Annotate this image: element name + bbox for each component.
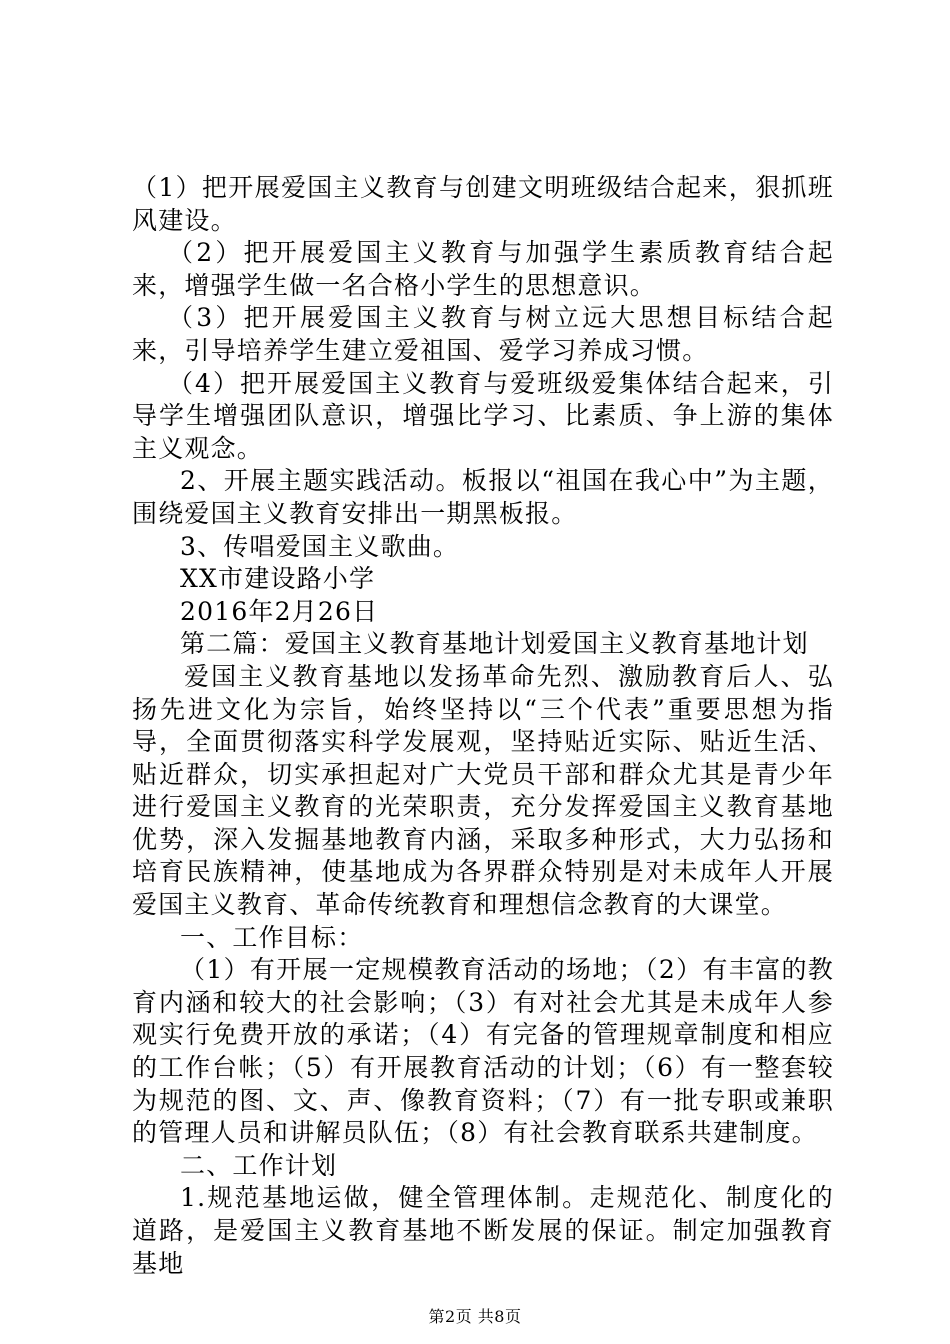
school-name: XX市建设路小学 [180,564,376,594]
document-date: 2016年2月26日 [180,596,379,626]
paragraph-class-style: （1）把开展爱国主义教育与创建文明班级结合起来，狠抓班风建设。 [132,173,834,235]
paragraph-base-intro: 爱国主义教育基地以发扬革命先烈、激励教育后人、弘扬先进文化为宗旨，始终坚持以“三个代表”重要思想为指导，全面贯彻落实科学发展观，坚持贴近实际、贴近生活、贴近群众，切实承担起对广大党员干部和群众尤其是青少年进行爱国主义教育的光荣职责，充分发挥爱国主义教育基地优势，深入发掘基地教育内涵，采取多种形式，大力弘扬和培育民族精神，使基地成为各界群众特别是对未成年人开展爱国主义教育、革命传统教育和理想信念教育的大课堂。 [132,661,834,920]
paragraph-theme-activity: 2、开展主题实践活动。板报以“祖国在我心中”为主题，围绕爱国主义教育安排出一期黑板报。 [132,466,834,528]
section-title-part-two: 第二篇：爱国主义教育基地计划爱国主义教育基地计划 [180,629,809,659]
paragraph-quality-education: （2）把开展爱国主义教育与加强学生素质教育结合起来，增强学生做一名合格小学生的思想意识。 [132,238,834,300]
document-body [132,172,834,1280]
paragraph-songs: 3、传唱爱国主义歌曲。 [180,531,460,561]
paragraph-collective: （4）把开展爱国主义教育与爱班级爱集体结合起来，引导学生增强团队意识，增强比学习、比素质、争上游的集体主义观念。 [132,368,834,463]
paragraph-ambition: （3）把开展爱国主义教育与树立远大思想目标结合起来，引导培养学生建立爱祖国、爱学习养成习惯。 [132,303,834,365]
page-footer: 第2页 共8页 [428,1307,522,1326]
heading-work-plan: 二、工作计划 [180,1150,338,1180]
paragraph-plan-item-1: 1.规范基地运做，健全管理体制。走规范化、制度化的道路，是爱国主义教育基地不断发展的保证。制定加强教育基地 [132,1183,834,1278]
paragraph-goals-list: （1）有开展一定规模教育活动的场地；（2）有丰富的教育内涵和较大的社会影响；（3）有对社会尤其是未成年人参观实行免费开放的承诺；（4）有完备的管理规章制度和相应的工作台帐；（5）有开展教育活动的计划；（6）有一整套较为规范的图、文、声、像教育资料；（7）有一批专职或兼职的管理人员和讲解员队伍；（8）有社会教育联系共建制度。 [132,955,834,1148]
heading-work-goals: 一、工作目标： [180,922,364,952]
